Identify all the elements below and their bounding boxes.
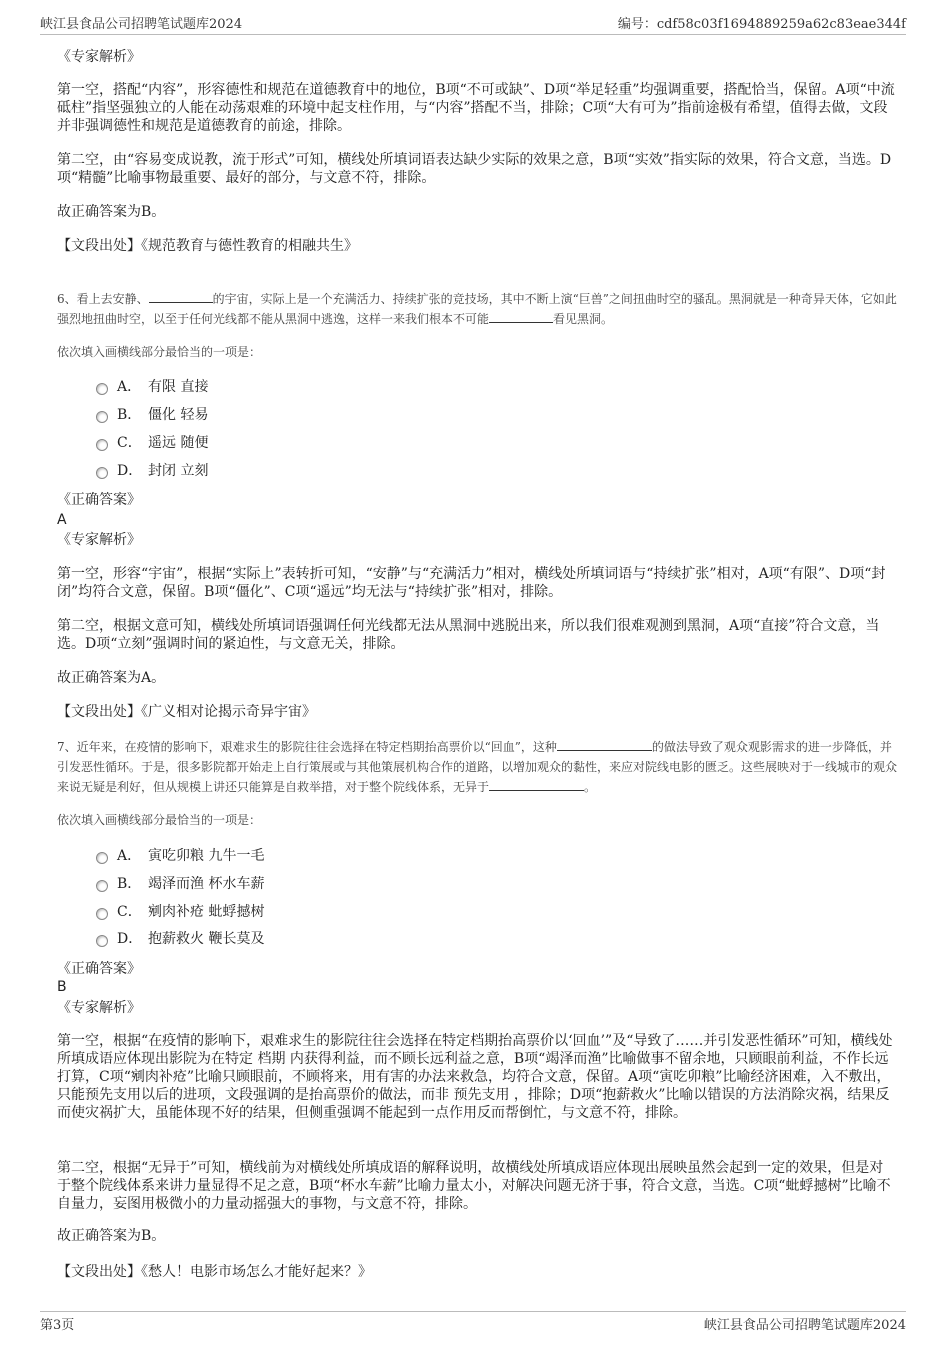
footer-divider	[40, 1311, 906, 1312]
q6-answer: A	[57, 512, 67, 528]
q5-conclusion: 故正确答案为B。	[57, 204, 166, 220]
radio-icon[interactable]	[96, 439, 108, 451]
option-letter: A．	[117, 848, 142, 864]
option-letter: C．	[117, 904, 142, 920]
header-divider	[40, 34, 906, 35]
option-letter: A．	[117, 379, 142, 395]
q6-stem-part3: 看见黑洞。	[553, 312, 614, 326]
radio-icon[interactable]	[96, 852, 108, 864]
q6-analysis-label: 《专家解析》	[57, 532, 141, 548]
option-text: 抱薪救火 鞭长莫及	[148, 931, 265, 947]
option-text: 有限 直接	[148, 379, 209, 395]
page-number: 第3页	[40, 1318, 75, 1333]
option-text: 遥远 随便	[148, 435, 209, 451]
option-text: 竭泽而渔 杯水车薪	[148, 876, 265, 892]
q6-prompt: 依次填入画横线部分最恰当的一项是：	[57, 345, 262, 359]
header-title: 峡江县食品公司招聘笔试题库2024	[40, 17, 243, 32]
q5-analysis-para1: 第一空，搭配“内容”，形容德性和规范在道德教育中的地位，B项“不可或缺”、D项“举足轻重”均强调重要，搭配恰当，保留。A项“中流砥柱”指坚强独立的人能在动荡艰难的环境中起支柱作用，与“内容”搭配不当，排除；C项“大有可为”指前途极有希望，值得去做，文段并非强调德性和规范是道德教育的前途，排除。	[57, 82, 895, 134]
q6-stem-part2: 的宇宙，实际上是一个充满活力、持续扩张的竞技场，其中不断上演“巨兽”之间扭曲时空的骚乱。黑洞就是一种奇异天体，它如此强烈地扭曲时空，以至于任何光线都不能从黑洞中逃逸，这样一来我们根本不可能	[57, 292, 897, 326]
q5-analysis-para2: 第二空，由“容易变成说教，流于形式”可知，横线处所填词语表达缺少实际的效果之意，B项“实效”指实际的效果，符合文意，当选。D项“精髓”比喻事物最重要、最好的部分，与文意不符，排除。	[57, 152, 892, 186]
option-letter: B．	[117, 407, 142, 423]
option-text: 封闭 立刻	[148, 463, 209, 479]
q7-prompt: 依次填入画横线部分最恰当的一项是：	[57, 813, 262, 827]
page-header	[40, 13, 906, 33]
document-id: 编号：cdf58c03f1694889259a62c83eae344f	[617, 17, 906, 32]
q6-stem	[57, 289, 897, 329]
q7-analysis-para1: 第一空，根据“在疫情的影响下，艰难求生的影院往往会选择在特定档期抬高票价以‘回血’”及“导致了……并引发恶性循环”可知，横线处所填成语应体现出影院为在特定 档期 内获得利益，而不顾长远利益之意，B项“竭泽而渔”比喻做事不留余地，只顾眼前利益，不作长远打算，C项“剜肉补疮”比喻只顾眼前，不顾将来，用有害的办法来救急，均符合文意，保留。A项“寅吃卯粮”比喻经济困难，入不敷出，只能预先支用以后的进项，文段强调的是抬高票价的做法，而非 预先支用 ，排除；D项“抱薪救火”比喻以错误的方法消除灾祸，结果反而使灾祸扩大，虽能体现不好的结果，但侧重强调不能起到一点作用反而帮倒忙，与文意不符，排除。	[57, 1033, 893, 1121]
option-letter: B．	[117, 876, 142, 892]
option-text: 寅吃卯粮 九牛一毛	[148, 848, 265, 864]
q7-answer-label: 《正确答案》	[57, 961, 141, 977]
q6-blank-1	[149, 290, 213, 303]
q6-blank-2	[489, 310, 553, 323]
q7-answer: B	[57, 979, 67, 995]
option-text: 剜肉补疮 蚍蜉撼树	[148, 904, 265, 920]
radio-icon[interactable]	[96, 467, 108, 479]
q6-analysis-para2: 第二空，根据文意可知，横线处所填词语强调任何光线都无法从黑洞中逃脱出来，所以我们很难观测到黑洞，A项“直接”符合文意，当选。D项“立刻”强调时间的紧迫性，与文意无关，排除。	[57, 618, 880, 652]
option-text: 僵化 轻易	[148, 407, 209, 423]
q6-analysis-para1: 第一空，形容“宇宙”，根据“实际上”表转折可知，“安静”与“充满活力”相对，横线处所填词语与“持续扩张”相对，A项“有限”、D项“封闭”均符合文意，保留。B项“僵化”、C项“遥远”均无法与“持续扩张”相对，排除。	[57, 566, 886, 600]
q7-stem-part1: 7、近年来，在疫情的影响下，艰难求生的影院往往会选择在特定档期抬高票价以“回血”，这种	[57, 740, 557, 754]
q7-stem-part2: 的做法导致了观众观影需求的进一步降低，并引发恶性循环。于是，很多影院都开始走上自行策展或与其他策展机构合作的道路，以增加观众的黏性，来应对院线电影的匮乏。这些展映对于一线城市的观众来说无疑是利好，但从规模上讲还只能算是自救举措，对于整个院线体系，无异于	[57, 740, 898, 794]
radio-icon[interactable]	[96, 411, 108, 423]
footer-title: 峡江县食品公司招聘笔试题库2024	[703, 1318, 906, 1333]
q7-analysis-label: 《专家解析》	[57, 1000, 141, 1016]
radio-icon[interactable]	[96, 935, 108, 947]
q6-conclusion: 故正确答案为A。	[57, 670, 166, 686]
q6-answer-label: 《正确答案》	[57, 492, 141, 508]
q7-stem-part3: 。	[584, 780, 597, 794]
q7-stem	[57, 737, 897, 797]
q6-source: 【文段出处】《广义相对论揭示奇异宇宙》	[57, 704, 316, 720]
q7-blank-1	[557, 738, 652, 751]
q7-analysis-para2: 第二空，根据“无异于”可知，横线前为对横线处所填成语的解释说明，故横线处所填成语应体现出展映虽然会起到一定的效果，但是对于整个院线体系来讲力量显得不足之意，B项“杯水车薪”比喻力量太小，对解决问题无济于事，符合文意，当选。C项“蚍蜉撼树”比喻不自量力，妄图用极微小的力量动摇强大的事物，与文意不符，排除。	[57, 1160, 891, 1212]
q7-blank-2	[489, 778, 584, 791]
option-letter: D．	[117, 931, 143, 947]
q7-conclusion: 故正确答案为B。	[57, 1228, 166, 1244]
q5-analysis-label: 《专家解析》	[57, 49, 141, 65]
q7-source: 【文段出处】《愁人！电影市场怎么才能好起来？》	[57, 1264, 372, 1280]
radio-icon[interactable]	[96, 880, 108, 892]
q5-source: 【文段出处】《规范教育与德性教育的相融共生》	[57, 238, 358, 254]
radio-icon[interactable]	[96, 383, 108, 395]
option-letter: C．	[117, 435, 142, 451]
radio-icon[interactable]	[96, 908, 108, 920]
option-letter: D．	[117, 463, 143, 479]
q6-stem-part1: 6、看上去安静、	[57, 292, 149, 306]
